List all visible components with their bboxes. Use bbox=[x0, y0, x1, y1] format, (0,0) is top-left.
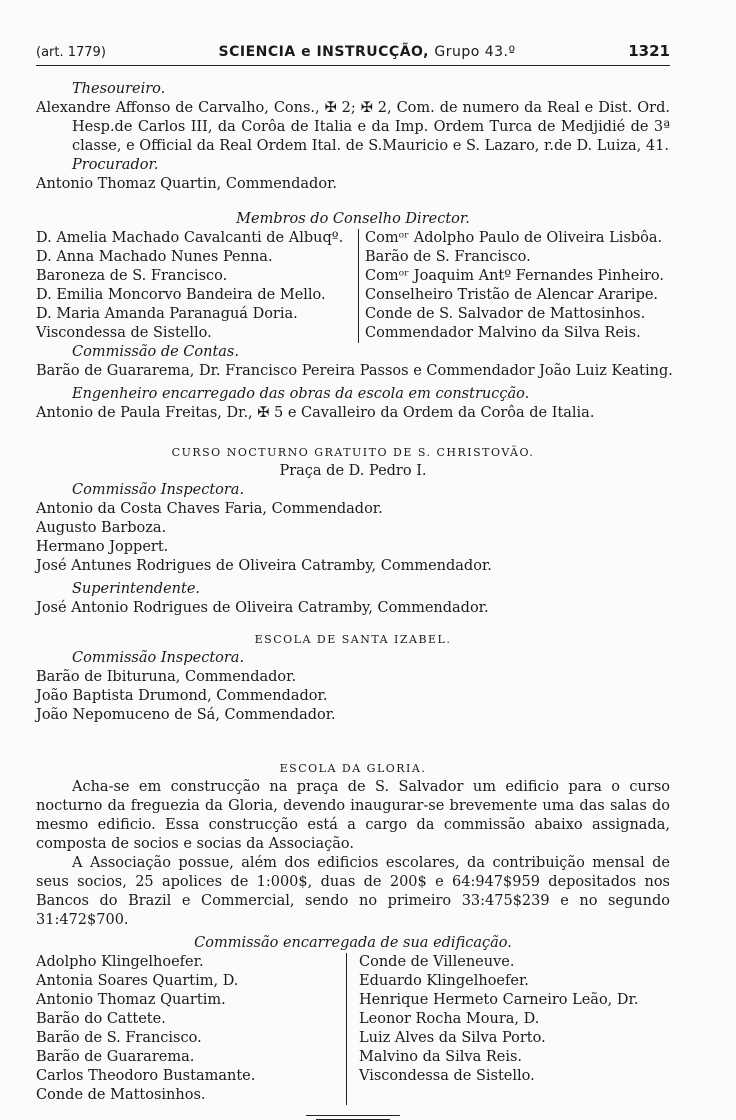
curso-title: CURSO NOCTURNO GRATUITO DE S. CHRISTOVÃO. bbox=[171, 446, 535, 459]
list-item: D. Maria Amanda Paranaguá Doria. bbox=[36, 306, 298, 322]
list-item: Viscondessa de Sistello. bbox=[36, 325, 212, 341]
list-item: Barão de Guararema. bbox=[36, 1049, 195, 1065]
list-item: Conselheiro Tristão de Alencar Araripe. bbox=[365, 287, 659, 303]
izabel-heading: Commissão Inspectora. bbox=[72, 650, 245, 666]
page-number: 1321 bbox=[628, 42, 670, 60]
superintendente-heading: Superintendente. bbox=[72, 581, 201, 597]
curso-commissao-heading: Commissão Inspectora. bbox=[72, 482, 245, 498]
list-item: Barão de S. Francisco. bbox=[365, 249, 531, 265]
curso-subtitle: Praça de D. Pedro I. bbox=[279, 463, 427, 479]
list-item: Hermano Joppert. bbox=[36, 539, 169, 555]
list-item: D. Emilia Moncorvo Bandeira de Mello. bbox=[36, 287, 326, 303]
list-item: Augusto Barboza. bbox=[36, 520, 167, 536]
list-item: Conde de Villeneuve. bbox=[359, 954, 515, 970]
list-item: Viscondessa de Sistello. bbox=[359, 1068, 535, 1084]
gloria-commissao-heading: Commissão encarregada de sua edificação. bbox=[194, 935, 512, 951]
list-item: João Nepomuceno de Sá, Commendador. bbox=[36, 707, 336, 723]
gloria-paragraph-2: A Associação possue, além dos edificios escolares, da contribuição mensal de seus socios, 25 apolices de 1:000$, duas de 200$ e 64:947$959 depositados nos Bancos do Brazil e Commercial, sendo no primeiro 33:475$239 e no segundo 31:472$700. bbox=[36, 855, 670, 928]
thesoureiro-heading: Thesoureiro. bbox=[72, 81, 166, 97]
list-item: Comᵒʳ Joaquim Antº Fernandes Pinheiro. bbox=[365, 268, 664, 284]
engenheiro-text: Antonio de Paula Freitas, Dr., ✠ 5 e Cavalleiro da Ordem da Corôa de Italia. bbox=[36, 405, 595, 421]
list-item: Leonor Rocha Moura, D. bbox=[359, 1011, 540, 1027]
group-label: Grupo 43.º bbox=[434, 44, 516, 60]
list-item: D. Anna Machado Nunes Penna. bbox=[36, 249, 273, 265]
list-item: Antonia Soares Quartim, D. bbox=[36, 973, 239, 989]
gloria-columns bbox=[36, 953, 670, 1105]
list-item: Comᵒʳ Adolpho Paulo de Oliveira Lisbôa. bbox=[365, 230, 663, 246]
gloria-right-column bbox=[347, 953, 638, 1105]
conselho-heading: Membros do Conselho Director. bbox=[236, 211, 470, 227]
gloria-title: ESCOLA DA GLORIA. bbox=[279, 762, 427, 775]
running-title bbox=[219, 43, 516, 62]
list-item: Carlos Theodoro Bustamante. bbox=[36, 1068, 256, 1084]
list-item: Malvino da Silva Reis. bbox=[359, 1049, 523, 1065]
list-item: Barão de Ibituruna, Commendador. bbox=[36, 669, 297, 685]
conselho-left-column bbox=[36, 229, 359, 343]
procurador-heading: Procurador. bbox=[72, 157, 159, 173]
list-item: D. Amelia Machado Cavalcanti de Albuqº. bbox=[36, 230, 344, 246]
list-item: José Antunes Rodrigues de Oliveira Catramby, Commendador. bbox=[36, 558, 492, 574]
conselho-columns bbox=[36, 229, 670, 343]
list-item: Adolpho Klingelhoefer. bbox=[36, 954, 204, 970]
list-item: Conde de S. Salvador de Mattosinhos. bbox=[365, 306, 646, 322]
list-item: Henrique Hermeto Carneiro Leão, Dr. bbox=[359, 992, 639, 1008]
list-item: João Baptista Drumond, Commendador. bbox=[36, 688, 328, 704]
list-item: Conde de Mattosinhos. bbox=[36, 1087, 206, 1103]
document-page bbox=[36, 42, 673, 1120]
procurador-text: Antonio Thomaz Quartin, Commendador. bbox=[36, 176, 338, 192]
list-item: Eduardo Klingelhoefer. bbox=[359, 973, 529, 989]
superintendente-text: José Antonio Rodrigues de Oliveira Catramby, Commendador. bbox=[36, 600, 489, 616]
list-item: Antonio Thomaz Quartim. bbox=[36, 992, 226, 1008]
article-ref: (art. 1779) bbox=[36, 45, 106, 60]
list-item: Commendador Malvino da Silva Reis. bbox=[365, 325, 641, 341]
conselho-right-column bbox=[359, 229, 664, 343]
contas-heading: Commissão de Contas. bbox=[72, 344, 239, 360]
list-item: Barão de S. Francisco. bbox=[36, 1030, 202, 1046]
end-rule bbox=[306, 1115, 400, 1116]
section-title: SCIENCIA e INSTRUCÇÃO, bbox=[218, 44, 429, 60]
list-item: Barão do Cattete. bbox=[36, 1011, 166, 1027]
list-item: Antonio da Costa Chaves Faria, Commendador. bbox=[36, 501, 383, 517]
list-item: Luiz Alves da Silva Porto. bbox=[359, 1030, 546, 1046]
list-item: Baroneza de S. Francisco. bbox=[36, 268, 228, 284]
gloria-left-column bbox=[36, 953, 347, 1105]
gloria-paragraph-1: Acha-se em construcção na praça de S. Salvador um edificio para o curso nocturno da freguezia da Gloria, devendo inaugurar-se brevemente uma das salas do mesmo edificio. Essa construcção está a cargo da commissão abaixo assignada, composta de socios e socias da Associação. bbox=[36, 779, 670, 852]
izabel-title: ESCOLA DE SANTA IZABEL. bbox=[254, 633, 452, 646]
page-header bbox=[36, 42, 670, 66]
engenheiro-heading: Engenheiro encarregado das obras da escola em construcção. bbox=[72, 386, 530, 402]
contas-text: Barão de Guararema, Dr. Francisco Pereira Passos e Commendador João Luiz Keating. bbox=[36, 363, 673, 379]
thesoureiro-text: Alexandre Affonso de Carvalho, Cons., ✠ 2; ✠ 2, Com. de numero da Real e Dist. Ord. Hesp.de Carlos III, da Corôa de Italia e da Imp. Ordem Turca de Medjidié de 3ª classe, e Official da Real Ordem Ital. de S.Mauricio e S. Lazaro, r.de D. Luiza, 41. bbox=[36, 100, 670, 154]
